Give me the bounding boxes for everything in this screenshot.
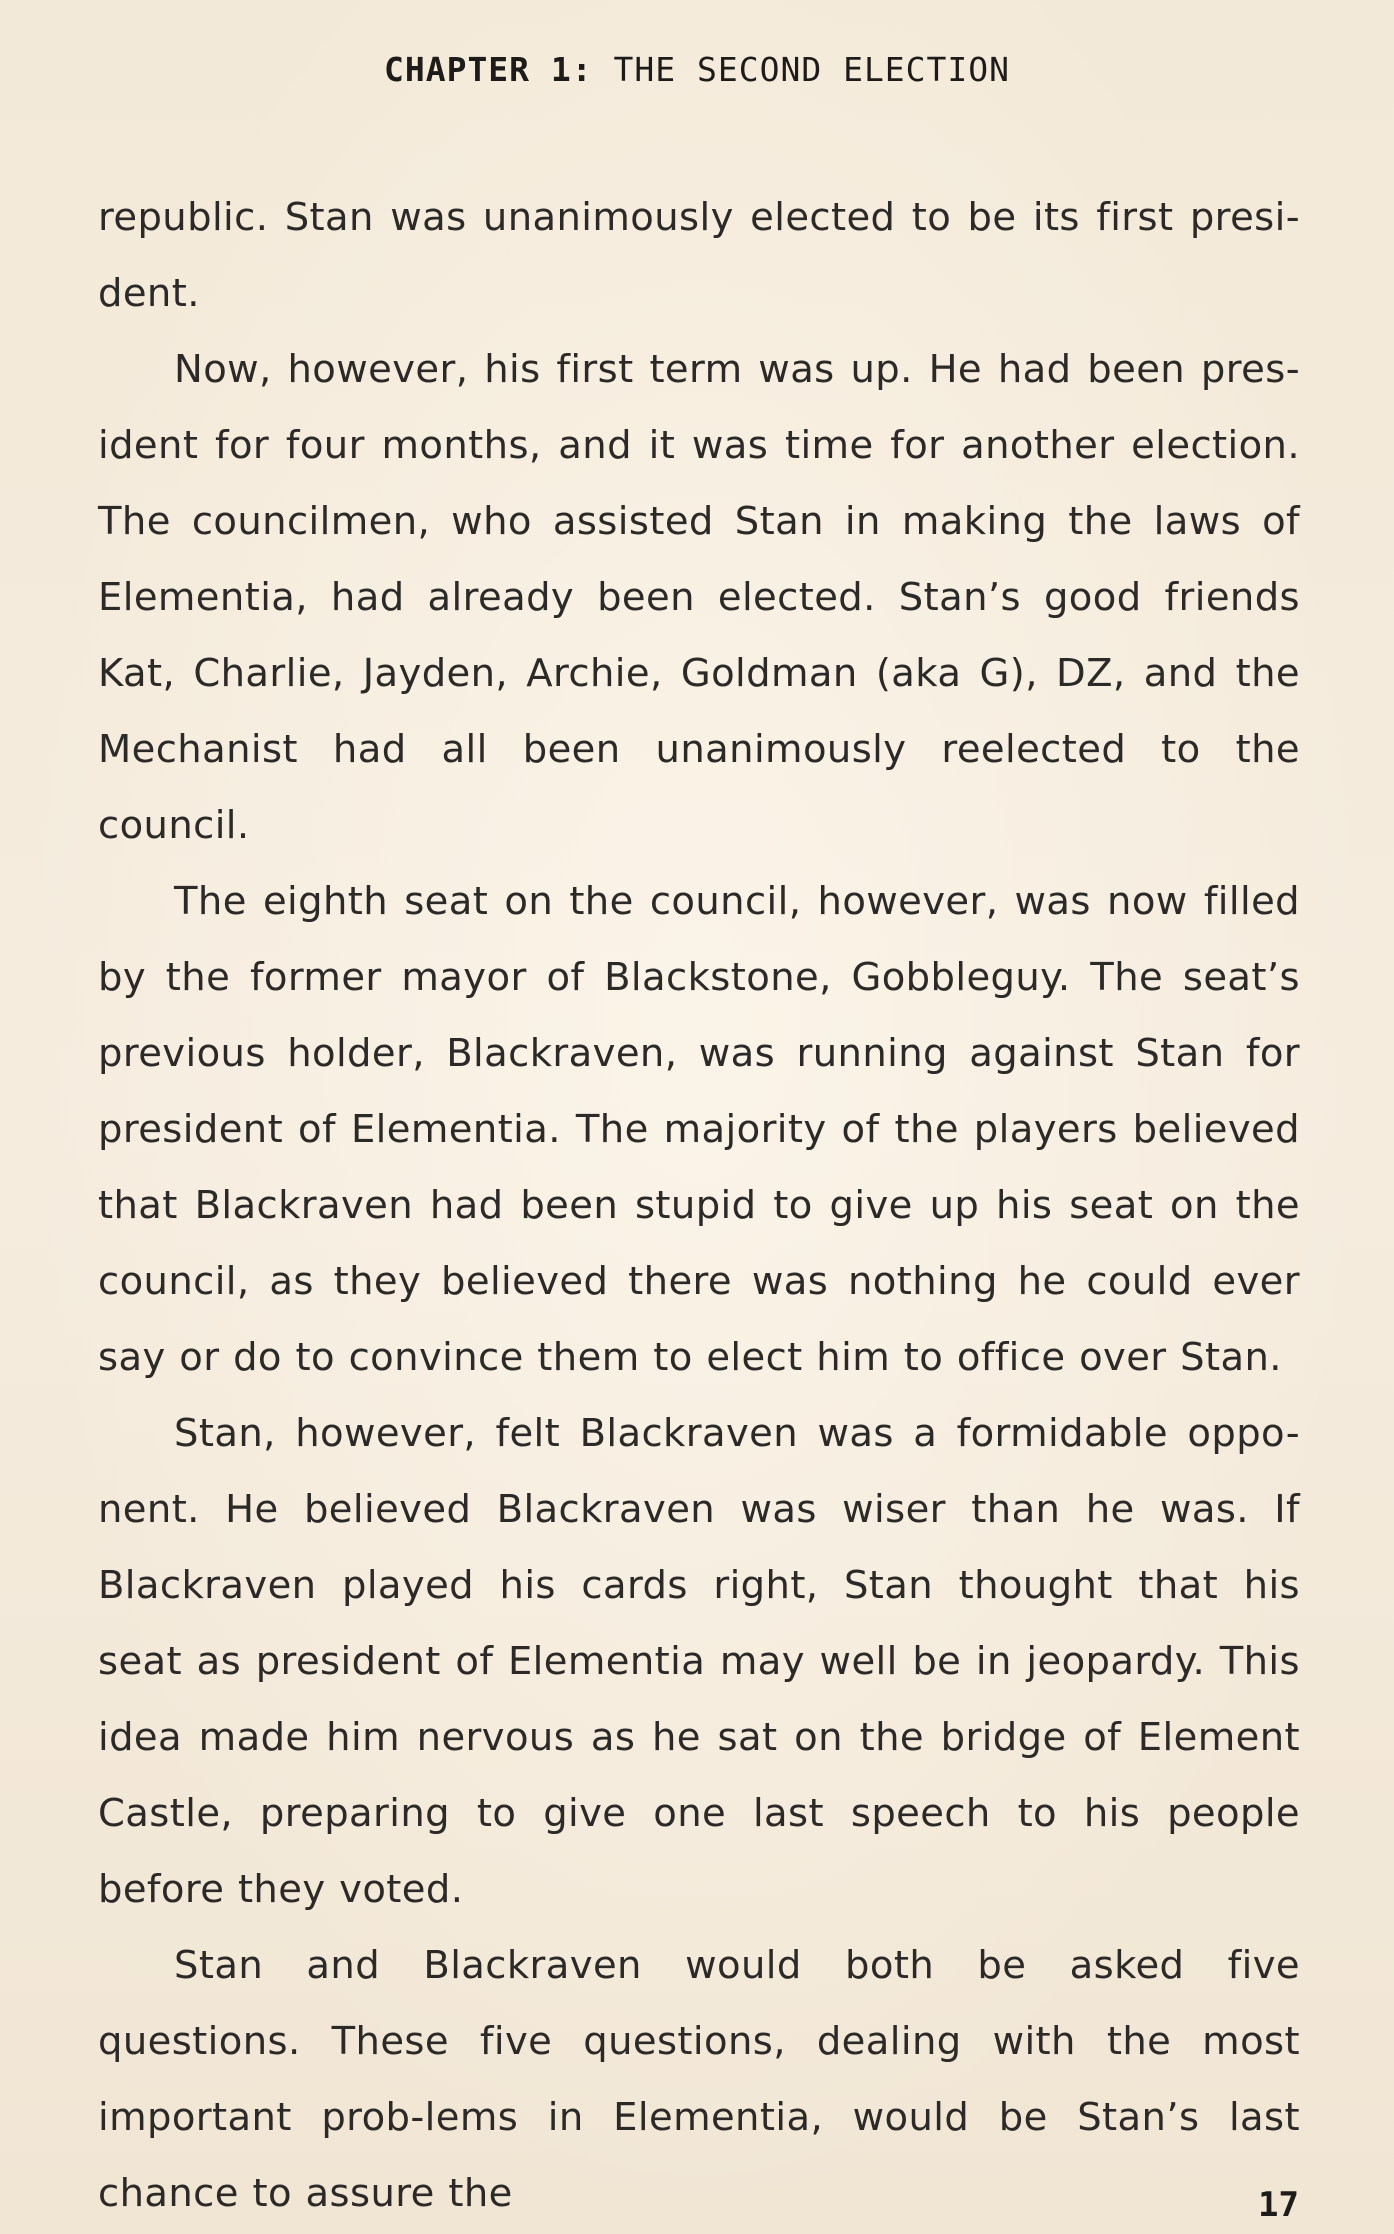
paragraph: Now, however, his first term was up. He had been pres-ident for four months, and it was time for another election. The councilmen, who assisted Stan in making the laws of Elementia, had already been elected. Stan’s good friends Kat, Charlie, Jayden, Archie, Goldman (aka G), DZ, and the Mechanist had all been unanimously reelected to the council. <box>98 347 1300 848</box>
chapter-label: CHAPTER 1: <box>383 50 593 89</box>
running-header <box>0 50 1394 89</box>
chapter-title: THE SECOND ELECTION <box>613 50 1011 89</box>
paragraph: Stan and Blackraven would both be asked five questions. These five questions, dealing with the most important prob-lems in Elementia, would be Stan’s last chance to assure the <box>98 1943 1300 2216</box>
paragraph: republic. Stan was unanimously elected to be its first presi-dent. <box>98 195 1300 316</box>
paragraph: Stan, however, felt Blackraven was a formidable oppo-nent. He believed Blackraven was wiser than he was. If Blackraven played his cards right, Stan thought that his seat as president of Elementia may well be in jeopardy. This idea made him nervous as he sat on the bridge of Element Castle, preparing to give one last speech to his people before they voted. <box>98 1411 1300 1912</box>
paragraph: The eighth seat on the council, however, was now filled by the former mayor of Blackstone, Gobbleguy. The seat’s previous holder, Blackraven, was running against Stan for president of Elementia. The majority of the players believed that Blackraven had been stupid to give up his seat on the council, as they believed there was nothing he could ever say or do to convince them to elect him to office over Stan. <box>98 879 1300 1380</box>
page-number: 17 <box>1258 2185 1299 2225</box>
body-text <box>98 180 1300 2232</box>
